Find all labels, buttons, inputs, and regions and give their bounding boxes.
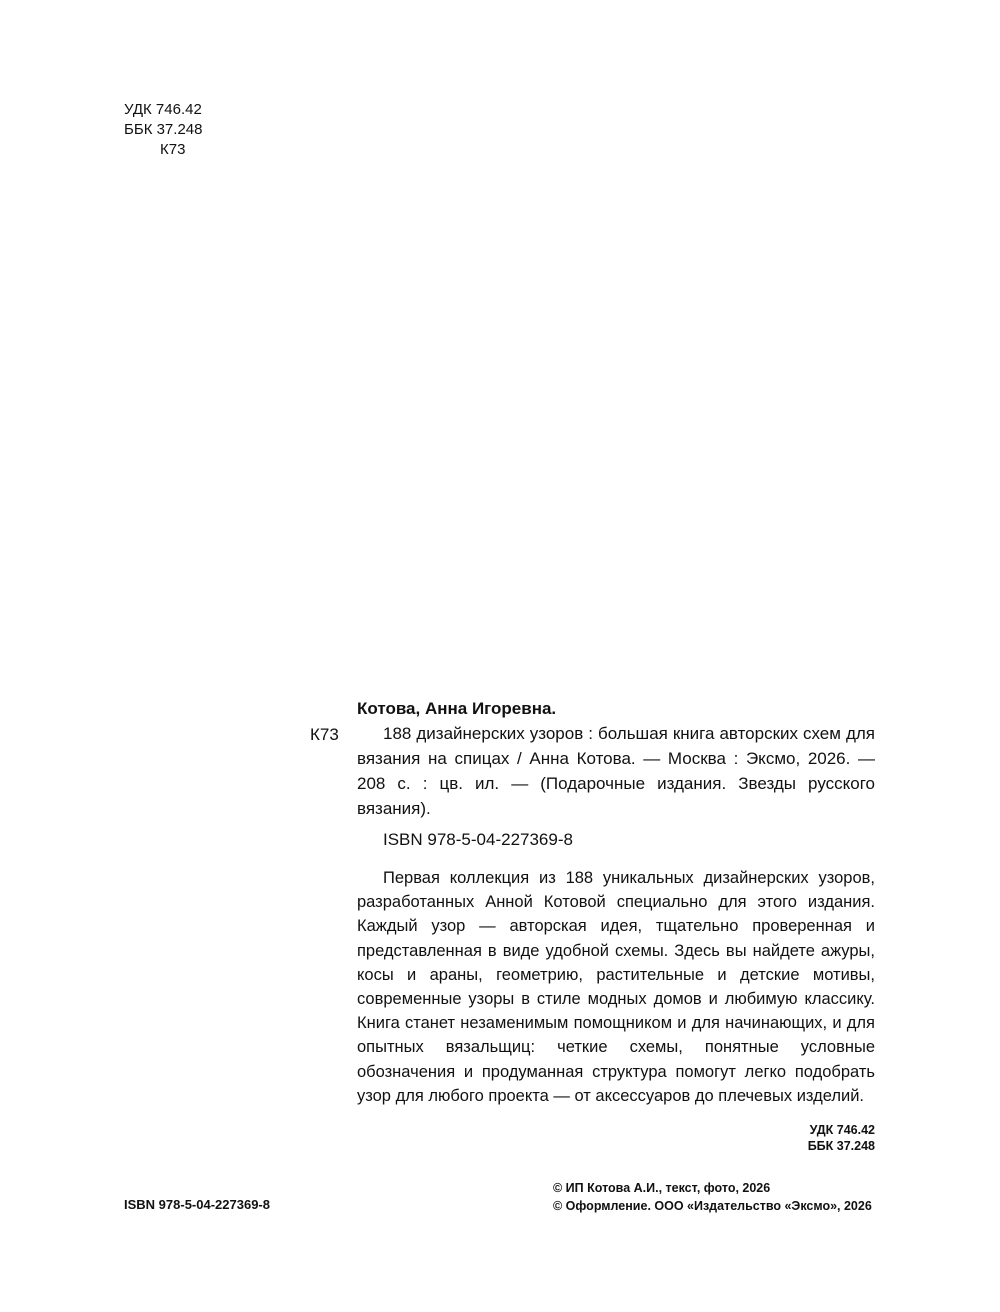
entry-bbk-code: ББК 37.248 bbox=[807, 1139, 875, 1154]
entry-isbn: ISBN 978-5-04-227369-8 bbox=[383, 830, 573, 849]
copyright-text-photo: © ИП Котова А.И., текст, фото, 2026 bbox=[553, 1181, 771, 1195]
title-description: 188 дизайнерских узоров : большая книга авторских схем для вязания на спицах / Анна Котова. — Москва : Эксмо, 2026. — 208 с. : цв. ил. — (Подарочные издания. Звезды русского вязания). bbox=[357, 724, 875, 818]
copyright-block bbox=[553, 1179, 872, 1215]
entry-classification-codes bbox=[357, 1122, 875, 1154]
author-mark: К73 bbox=[160, 141, 186, 158]
annotation: Первая коллекция из 188 уникальных дизайнерских узоров, разработанных Анной Котовой специально для этого издания. Каждый узор — авторская идея, тщательно проверенная и представленная в виде удобной схемы. Здесь вы найдете ажуры, косы и араны, геометрию, растительные и детские мотивы, современные узоры в стиле модных домов и любимую классику. Книга станет незаменимым помощником и для начинающих, и для опытных вязальщиц: четкие схемы, понятные условные обозначения и продуманная структура помогут легко подобрать узор для любого проекта — от аксессуаров до плечевых изделий. bbox=[357, 869, 875, 1105]
author-heading: Котова, Анна Игоревна. bbox=[357, 699, 557, 718]
footer-isbn: ISBN 978-5-04-227369-8 bbox=[124, 1197, 270, 1212]
top-classification-codes bbox=[124, 100, 202, 160]
bibliographic-entry bbox=[357, 697, 875, 1154]
entry-udk-code: УДК 746.42 bbox=[809, 1123, 875, 1138]
entry-author-mark: К73 bbox=[310, 725, 339, 744]
udk-code: УДК 746.42 bbox=[124, 101, 202, 118]
bbk-code: ББК 37.248 bbox=[124, 121, 203, 138]
copyright-design: © Оформление. ООО «Издательство «Эксмо», 2026 bbox=[553, 1199, 872, 1213]
